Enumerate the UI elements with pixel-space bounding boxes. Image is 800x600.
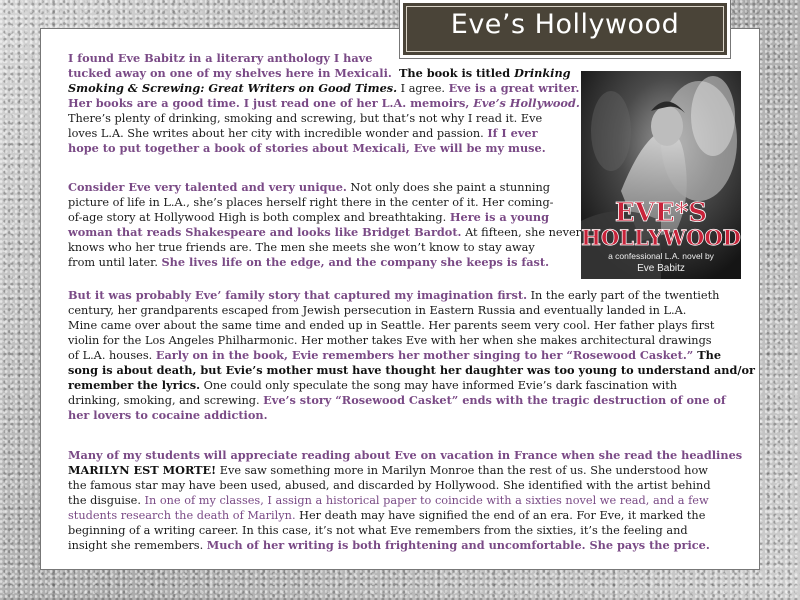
p3-line-1a: But it was probably Eve’ family story that captured my imagination first. (68, 288, 527, 302)
p4-line-2a: MARILYN EST MORTE! (68, 463, 217, 477)
p2-line-6a: from until later. (68, 256, 162, 269)
p2-line-1b: Not only does she paint a stunning (346, 181, 550, 194)
page-title: Eve’s Hollywood (450, 9, 680, 40)
paragraph-1 (68, 51, 720, 156)
p2-line-6b: She lives life on the edge, and the company she keeps is fast. (161, 255, 550, 269)
p1-line-4a: Her books are a good time. I just read one of her L.A. memoirs, (68, 96, 474, 110)
paragraph-2 (68, 180, 720, 270)
p1-line-2a: tucked away on one of my shelves here in Mexicali. (68, 66, 392, 80)
p4-line-6: beginning of a writing career. In this case, it’s not what Eve remembers from the sixties, it’s the feeling and (68, 524, 688, 537)
p2-line-2: picture of life in L.A., she’s places herself right there in the center of it. Her coming- (68, 196, 554, 209)
p1-line-7: hope to put together a book of stories about Mexicali, Eve will be my muse. (68, 141, 546, 155)
p3-line-7a: remember the lyrics. (68, 378, 201, 392)
p4-line-3: the famous star may have been used, abused, and discarded by Hollywood. She identified with the artist behind (68, 479, 711, 492)
cover-title-line1: EVE*S (614, 198, 708, 228)
p1-book-title-part2: Smoking & Screwing: Great Writers on Good Times. (68, 81, 398, 95)
p3-line-8b: Eve’s story “Rosewood Casket” ends with the tragic destruction of one of (263, 393, 726, 407)
p4-line-2b: Eve saw something more in Marilyn Monroe than the rest of us. She understood how (216, 464, 708, 477)
p2-line-3b: Here is a young (449, 210, 550, 224)
p2-line-5: knows who her true friends are. The men she meets she won’t know to stay away (68, 241, 535, 254)
p3-line-5a: of L.A. houses. (68, 349, 156, 362)
p4-line-1: Many of my students will appreciate reading about Eve on vacation in France when she read the headlines (68, 448, 743, 462)
p4-line-4a: the disguise. (68, 494, 145, 507)
p1-line-3c: Eve is a great writer. (448, 81, 580, 95)
p4-line-7b: Much of her writing is both frightening and uncomfortable. She pays the price. (206, 538, 710, 552)
p1-line-6b: If I ever (487, 126, 538, 140)
p4-line-4b: In one of my classes, I assign a historical paper to coincide with a sixties novel we read, and a few (144, 494, 709, 507)
cover-author: Eve Babitz (637, 263, 685, 274)
p1-line-6: loves L.A. She writes about her city with incredible wonder and passion. (68, 127, 488, 140)
p3-line-2: century, her grandparents escaped from Jewish persecution in Eastern Russia and eventually landed in L.A. (68, 304, 687, 317)
p4-line-5a: students research the death of Marilyn. (68, 509, 296, 522)
p1-line-1: I found Eve Babitz in a literary anthology I have (68, 51, 373, 65)
p2-line-4a: woman that reads Shakespeare and looks like Bridget Bardot. (68, 225, 462, 239)
p2-line-4b: At fifteen, she never (461, 226, 582, 239)
p1-line-2b: The book is titled (398, 66, 515, 80)
p3-line-9: her lovers to cocaine addiction. (68, 408, 268, 422)
p3-line-7b: One could only speculate the song may have informed Evie’s dark fascination with (200, 379, 678, 392)
p4-line-7a: insight she remembers. (68, 539, 207, 552)
p3-line-8a: drinking, smoking, and screwing. (68, 394, 264, 407)
p3-line-4: violin for the Los Angeles Philharmonic. Her mother takes Eve with her when she makes architectural drawings (68, 334, 712, 347)
p2-line-1a: Consider Eve very talented and very unique. (68, 180, 347, 194)
p1-line-5: There’s plenty of drinking, smoking and screwing, but that’s not why I read it. Eve (68, 112, 543, 125)
paragraph-4 (68, 448, 743, 553)
p4-line-5b: Her death may have signified the end of an era. For Eve, it marked the (295, 509, 706, 522)
p3-line-5c: The (693, 348, 722, 362)
p3-line-3: Mine came over about the same time and ended up in Seattle. Her parents seem very cool. Her father plays first (68, 319, 715, 332)
p1-book-title-part1: Drinking (514, 66, 571, 80)
title-banner (400, 0, 730, 58)
cover-subtitle: a confessional L.A. novel by (608, 251, 714, 261)
p1-line-3b: I agree. (397, 82, 449, 95)
p2-line-3: of-age story at Hollywood High is both complex and breathtaking. (68, 211, 450, 224)
p3-line-1b: In the early part of the twentieth (527, 289, 720, 302)
p3-line-5b: Early on in the book, Evie remembers her mother singing to her “Rosewood Casket.” (155, 348, 694, 362)
p1-memoir-title: Eve’s Hollywood. (473, 96, 580, 110)
paragraph-3 (68, 288, 755, 423)
p3-line-6: song is about death, but Evie’s mother must have thought her daughter was too young to understand and/or (68, 363, 755, 377)
cover-title-line2: HOLLYWOOD (581, 225, 741, 250)
